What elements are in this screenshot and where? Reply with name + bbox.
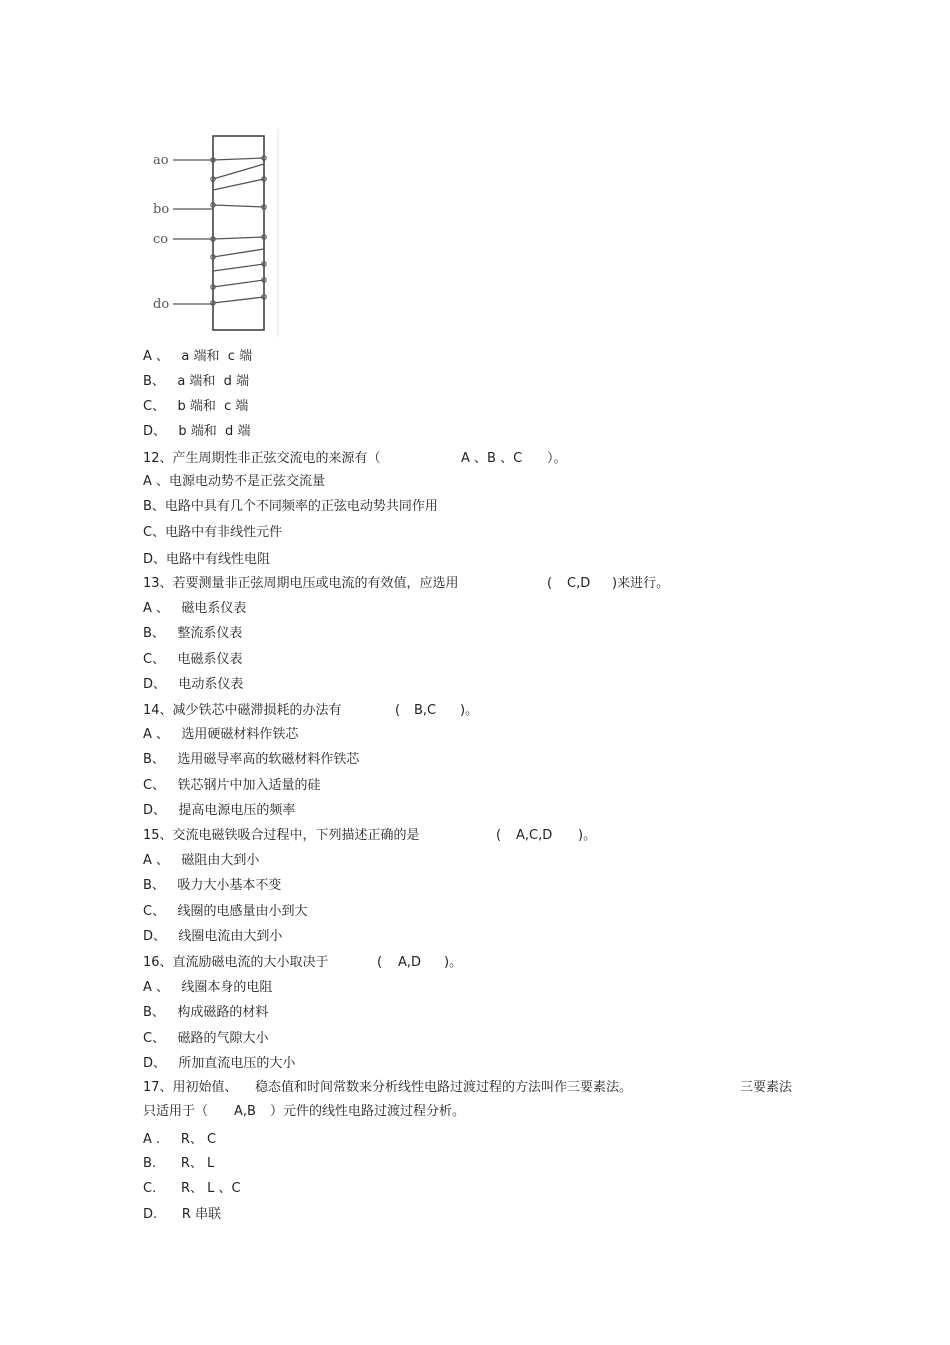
q14-stem: 14、减少铁芯中磁滞损耗的办法有 bbox=[143, 703, 342, 718]
q15-close: )。 bbox=[578, 828, 597, 843]
q13-option-b: B、 整流系仪表 bbox=[143, 626, 243, 641]
q15-option-d: D、 线圈电流由大到小 bbox=[143, 929, 283, 944]
q14-close: )。 bbox=[460, 703, 479, 718]
q14-option-a: A 、 选用硬磁材料作铁芯 bbox=[143, 727, 299, 742]
q14-option-c: C、 铁芯钢片中加入适量的硅 bbox=[143, 778, 321, 793]
q11-option-b: B、 a 端和 d 端 bbox=[143, 374, 250, 389]
q12-close: ）。 bbox=[547, 451, 567, 466]
q17-stem-line2: 只适用于（ bbox=[143, 1104, 209, 1119]
q12-option-a: A 、电源电动势不是正弦交流量 bbox=[143, 474, 326, 489]
terminal-b-label: bo bbox=[153, 202, 170, 217]
q13-option-d: D、 电动系仪表 bbox=[143, 677, 244, 692]
q17-stem-middle: 稳态值和时间常数来分析线性电路过渡过程的方法叫作三要素法。 bbox=[255, 1080, 633, 1095]
q13-close: )来进行。 bbox=[612, 576, 670, 591]
q17-stem-end: 三要素法 bbox=[740, 1080, 793, 1095]
q12-stem: 12、产生周期性非正弦交流电的来源有（ bbox=[143, 451, 381, 466]
q15-answer: A,C,D bbox=[516, 828, 553, 843]
q12-option-d: D、电路中有线性电阻 bbox=[143, 552, 271, 567]
q16-open: ( bbox=[377, 955, 383, 970]
q14-option-d: D、 提高电源电压的频率 bbox=[143, 803, 296, 818]
q11-option-c: C、 b 端和 c 端 bbox=[143, 399, 249, 414]
q17-option-c: C. R、 L 、C bbox=[143, 1181, 241, 1196]
q17-option-b: B. R、 L bbox=[143, 1156, 215, 1171]
q16-option-c: C、 磁路的气隙大小 bbox=[143, 1031, 269, 1046]
q13-stem: 13、若要测量非正弦周期电压或电流的有效值，应选用 bbox=[143, 576, 459, 591]
terminal-d-label: do bbox=[153, 297, 170, 312]
q11-option-d: D、 b 端和 d 端 bbox=[143, 424, 251, 439]
q15-option-b: B、 吸力大小基本不变 bbox=[143, 878, 282, 893]
q13-option-a: A 、 磁电系仪表 bbox=[143, 601, 247, 616]
q14-answer: B,C bbox=[414, 703, 437, 718]
q12-option-b: B、电路中具有几个不同频率的正弦电动势共同作用 bbox=[143, 499, 438, 514]
q13-open: ( bbox=[547, 576, 553, 591]
terminal-a-label: ao bbox=[153, 153, 169, 168]
q17-stem-line2-end: ）元件的线性电路过渡过程分析。 bbox=[270, 1104, 466, 1119]
q16-answer: A,D bbox=[398, 955, 422, 970]
q14-open: ( bbox=[395, 703, 401, 718]
q12-answer: A 、B 、C bbox=[461, 451, 523, 466]
q17-option-d: D. R 串联 bbox=[143, 1207, 222, 1222]
q17-stem-start: 17、用初始值、 bbox=[143, 1080, 238, 1095]
q16-close: )。 bbox=[444, 955, 463, 970]
q15-option-a: A 、 磁阻由大到小 bbox=[143, 853, 260, 868]
q17-option-a: A . R、 C bbox=[143, 1132, 217, 1147]
q15-stem: 15、交流电磁铁吸合过程中，下列描述正确的是 bbox=[143, 828, 420, 843]
q15-option-c: C、 线圈的电感量由小到大 bbox=[143, 904, 308, 919]
q16-option-d: D、 所加直流电压的大小 bbox=[143, 1056, 296, 1071]
q11-option-a: A 、 a 端和 c 端 bbox=[143, 349, 253, 364]
q16-option-a: A 、 线圈本身的电阻 bbox=[143, 980, 273, 995]
coil-diagram bbox=[141, 127, 281, 339]
q13-option-c: C、 电磁系仪表 bbox=[143, 652, 243, 667]
q16-stem: 16、直流励磁电流的大小取决于 bbox=[143, 955, 329, 970]
q17-answer: A,B bbox=[234, 1104, 256, 1119]
q14-option-b: B、 选用磁导率高的软磁材料作铁芯 bbox=[143, 752, 360, 767]
terminal-c-label: co bbox=[153, 232, 169, 247]
q12-option-c: C、电路中有非线性元件 bbox=[143, 525, 283, 540]
q16-option-b: B、 构成磁路的材料 bbox=[143, 1005, 269, 1020]
q15-open: ( bbox=[496, 828, 502, 843]
q13-answer: C,D bbox=[567, 576, 591, 591]
